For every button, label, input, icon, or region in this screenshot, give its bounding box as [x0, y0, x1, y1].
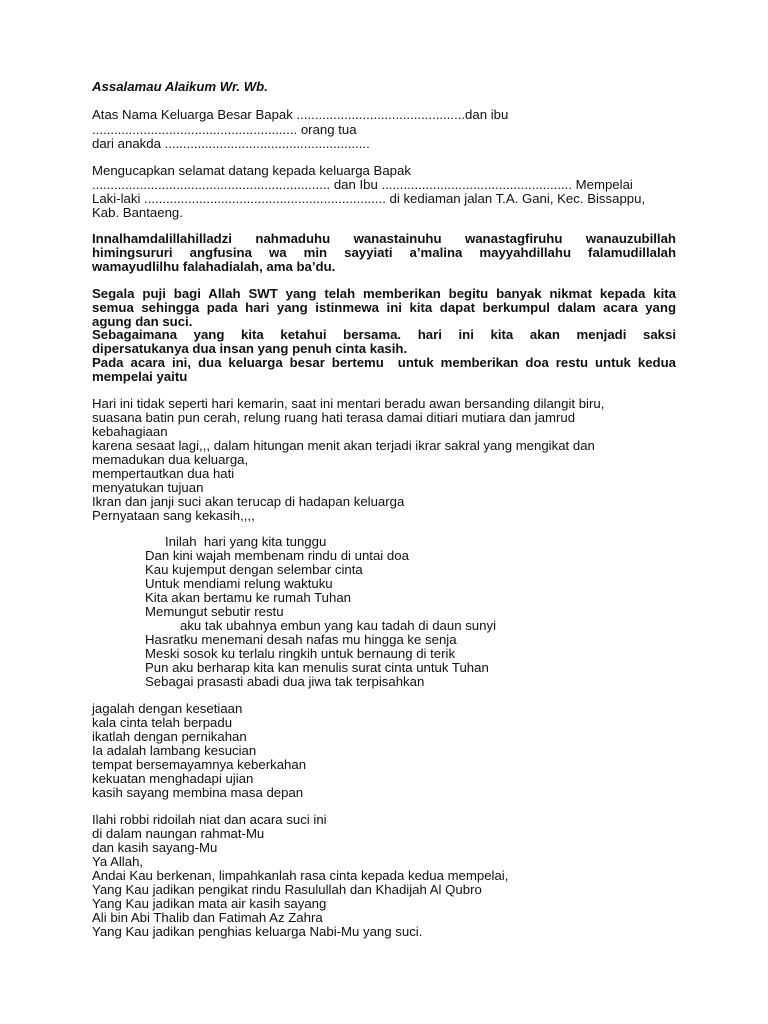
intro-line: ........................................................ orang tua [92, 122, 357, 137]
prayer-line: Yang Kau jadikan mata air kasih sayang [92, 896, 327, 911]
poem-line: Hasratku menemani desah nafas mu hingga ke senja [145, 632, 457, 647]
opening-line: wamayudlilhu falahadialah, ama ba’du. [92, 259, 336, 274]
praise-line: Segala puji bagi Allah SWT yang telah memberikan begitu banyak nikmat kepada kita [92, 286, 676, 301]
intro-line: dari anakda ........................................................ [92, 136, 370, 151]
advice-line: kala cinta telah berpadu [92, 715, 233, 730]
poem-line: Memungut sebutir restu [145, 604, 284, 619]
praise-line: semua sehingga pada hari yang istinmewa ini kita dapat berkumpul dalam acara yang [92, 300, 676, 315]
poem-line: Kau kujemput dengan selembar cinta [145, 562, 363, 577]
poem-line: aku tak ubahnya embun yang kau tadah di daun sunyi [180, 618, 496, 633]
advice-line: ikatlah dengan pernikahan [92, 729, 247, 744]
narration-line: kebahagiaan [92, 424, 168, 439]
narration-line: memadukan dua keluarga, [92, 452, 249, 467]
advice-line: kasih sayang membina masa depan [92, 785, 304, 800]
prayer-line: Andai Kau berkenan, limpahkanlah rasa cinta kepada kedua mempelai, [92, 868, 509, 883]
advice-line: Ia adalah lambang kesucian [92, 743, 257, 758]
narration-line: karena sesaat lagi,,, dalam hitungan menit akan terjadi ikrar sakral yang mengikat dan [92, 438, 595, 453]
intro-line: Atas Nama Keluarga Besar Bapak ..............................................dan ibu [92, 107, 509, 122]
narration-line: Ikran dan janji suci akan terucap di hadapan keluarga [92, 494, 405, 509]
poem-line: Inilah hari yang kita tunggu [165, 534, 327, 549]
poem-line: Meski sosok ku terlalu ringkih untuk bernaung di terik [145, 646, 456, 661]
prayer-line: di dalam naungan rahmat-Mu [92, 826, 265, 841]
advice-line: tempat bersemayamnya keberkahan [92, 757, 307, 772]
advice-line: kekuatan menghadapi ujian [92, 771, 254, 786]
prayer-line: Ya Allah, [92, 854, 144, 869]
praise-line: Pada acara ini, dua keluarga besar bertemu untuk memberikan doa restu untuk kedua [92, 355, 676, 370]
praise-line: dipersatukanya dua insan yang penuh cinta kasih. [92, 341, 408, 356]
poem-line: Kita akan bertamu ke rumah Tuhan [145, 590, 351, 605]
poem-line: Dan kini wajah membenam rindu di untai doa [145, 548, 409, 563]
prayer-line: Yang Kau jadikan penghias keluarga Nabi-Mu yang suci. [92, 924, 423, 939]
narration-line: mempertautkan dua hati [92, 466, 235, 481]
opening-line: himingsururi angfusina wa min sayyiati a’malina mayyahdillahu falamudillalah [92, 245, 676, 260]
praise-line: mempelai yaitu [92, 369, 188, 384]
welcome-line: Mengucapkan selamat datang kepada keluarga Bapak [92, 163, 411, 178]
narration-line: menyatukan tujuan [92, 480, 204, 495]
welcome-line: Laki-laki .................................................................. di kediaman jalan T.A. Gani, Kec. Bissappu, [92, 191, 646, 206]
prayer-line: Ilahi robbi ridoilah niat dan acara suci ini [92, 812, 327, 827]
praise-line: Sebagaimana yang kita ketahui bersama. hari ini kita akan menjadi saksi [92, 327, 676, 342]
welcome-line: Kab. Bantaeng. [92, 205, 183, 220]
poem-line: Untuk mendiami relung waktuku [145, 576, 333, 591]
welcome-line: ................................................................. dan Ibu .................................................... Mempelai [92, 177, 633, 192]
narration-line: Pernyataan sang kekasih,,,, [92, 508, 255, 523]
greeting: Assalamau Alaikum Wr. Wb. [92, 79, 268, 94]
advice-line: jagalah dengan kesetiaan [92, 701, 243, 716]
prayer-line: Ali bin Abi Thalib dan Fatimah Az Zahra [92, 910, 323, 925]
poem-line: Sebagai prasasti abadi dua jiwa tak terpisahkan [145, 674, 425, 689]
narration-line: Hari ini tidak seperti hari kemarin, saat ini mentari beradu awan bersanding dilangit biru, [92, 396, 605, 411]
poem-line: Pun aku berharap kita kan menulis surat cinta untuk Tuhan [145, 660, 489, 675]
prayer-line: Yang Kau jadikan pengikat rindu Rasulullah dan Khadijah Al Qubro [92, 882, 482, 897]
narration-line: suasana batin pun cerah, relung ruang hati terasa damai ditiari mutiara dan jamrud [92, 410, 576, 425]
prayer-line: dan kasih sayang-Mu [92, 840, 218, 855]
opening-line: Innalhamdalillahilladzi nahmaduhu wanastainuhu wanastagfiruhu wanauzubillah [92, 231, 676, 246]
praise-line: agung dan suci. [92, 314, 193, 329]
